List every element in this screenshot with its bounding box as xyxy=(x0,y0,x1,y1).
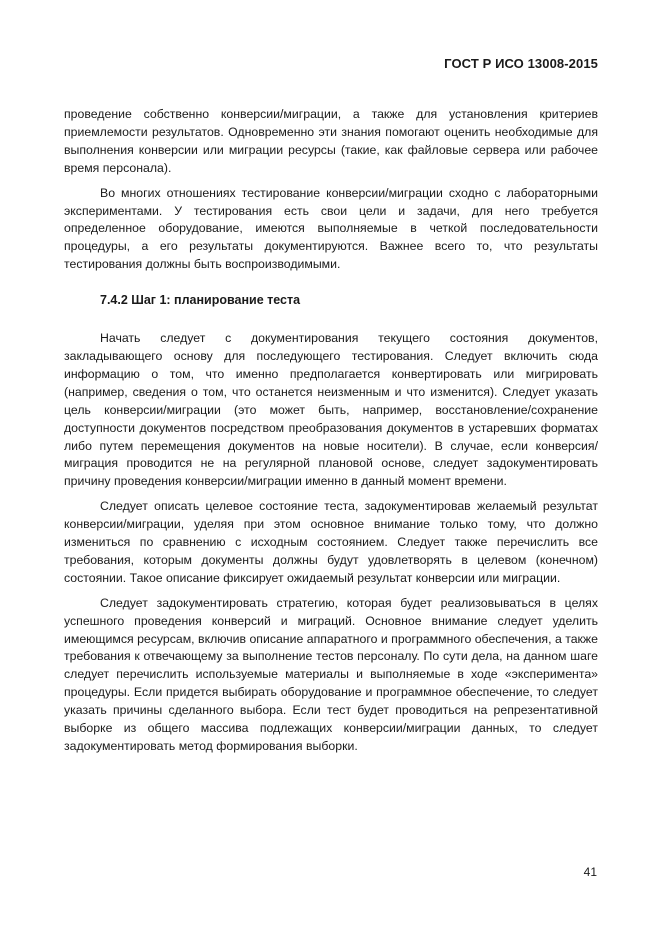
paragraph-current-state: Начать следует с документирования текущего состояния документов, закладывающего основу для последующего тестирования. Следует включить сюда информацию о том, что именно предполагается конвертировать или мигрировать (например, сведения о том, что останется неизменным и что изменится). Следует указать цель конверсии/миграции (это может быть, например, восстановление/сохранение доступности документов посредством преобразования документов в устаревших форматах либо путем перемещения документов на новые носители). В случае, если конверсия/миграция проводится не на регулярной плановой основе, следует задокументировать причину проведения конверсии/миграции именно в данный момент времени. xyxy=(64,331,598,489)
paragraph-target-state: Следует описать целевое состояние теста, задокументировав желаемый результат конверсии/миграции, уделяя при этом основное внимание только тому, что должно измениться по сравнению с исходным состоянием. Следует также перечислить все требования, которым документы должны будут удовлетворять в целевом (конечном) состоянии. Такое описание фиксирует ожидаемый результат конверсии или миграции. xyxy=(64,499,598,585)
paragraph-continuation: проведение собственно конверсии/миграции, а также для установления критериев приемлемости результатов. Одновременно эти знания помогают оценить необходимые для выполнения конверсии или миграции ресурсы (такие, как файловые сервера или рабочее время персонала). xyxy=(64,107,598,175)
paragraph-strategy: Следует задокументировать стратегию, которая будет реализовываться в целях успешного проведения конверсий и миграций. Основное внимание следует уделить имеющимся ресурсам, включив описание аппаратного и программного обеспечения, а также требования к отвечающему за выполнение тестов персоналу. По сути дела, на данном шаге следует перечислить используемые материалы и выполняемые в ходе «эксперимента» процедуры. Если придется выбирать оборудование и программное обеспечение, то следует указать причины сделанного выбора. Если тест будет проводиться на репрезентативной выборке из общего массива подлежащих конверсии/миграции данных, то следует задокументировать метод формирования выборки. xyxy=(64,595,598,753)
section-heading: 7.4.2 Шаг 1: планирование теста xyxy=(100,293,301,308)
page-number: 41 xyxy=(583,865,597,879)
paragraph-testing-analogy: Во многих отношениях тестирование конверсии/миграции сходно с лабораторными экспериментами. У тестирования есть свои цели и задачи, для него требуется определенное оборудование, имеются выполняемые в четкой последовательности процедуры, а его результаты документируются. Важнее всего то, что результаты тестирования должны быть воспроизводимыми. xyxy=(64,185,598,272)
document-code-header: ГОСТ Р ИСО 13008-2015 xyxy=(444,56,598,71)
document-body xyxy=(64,106,598,756)
